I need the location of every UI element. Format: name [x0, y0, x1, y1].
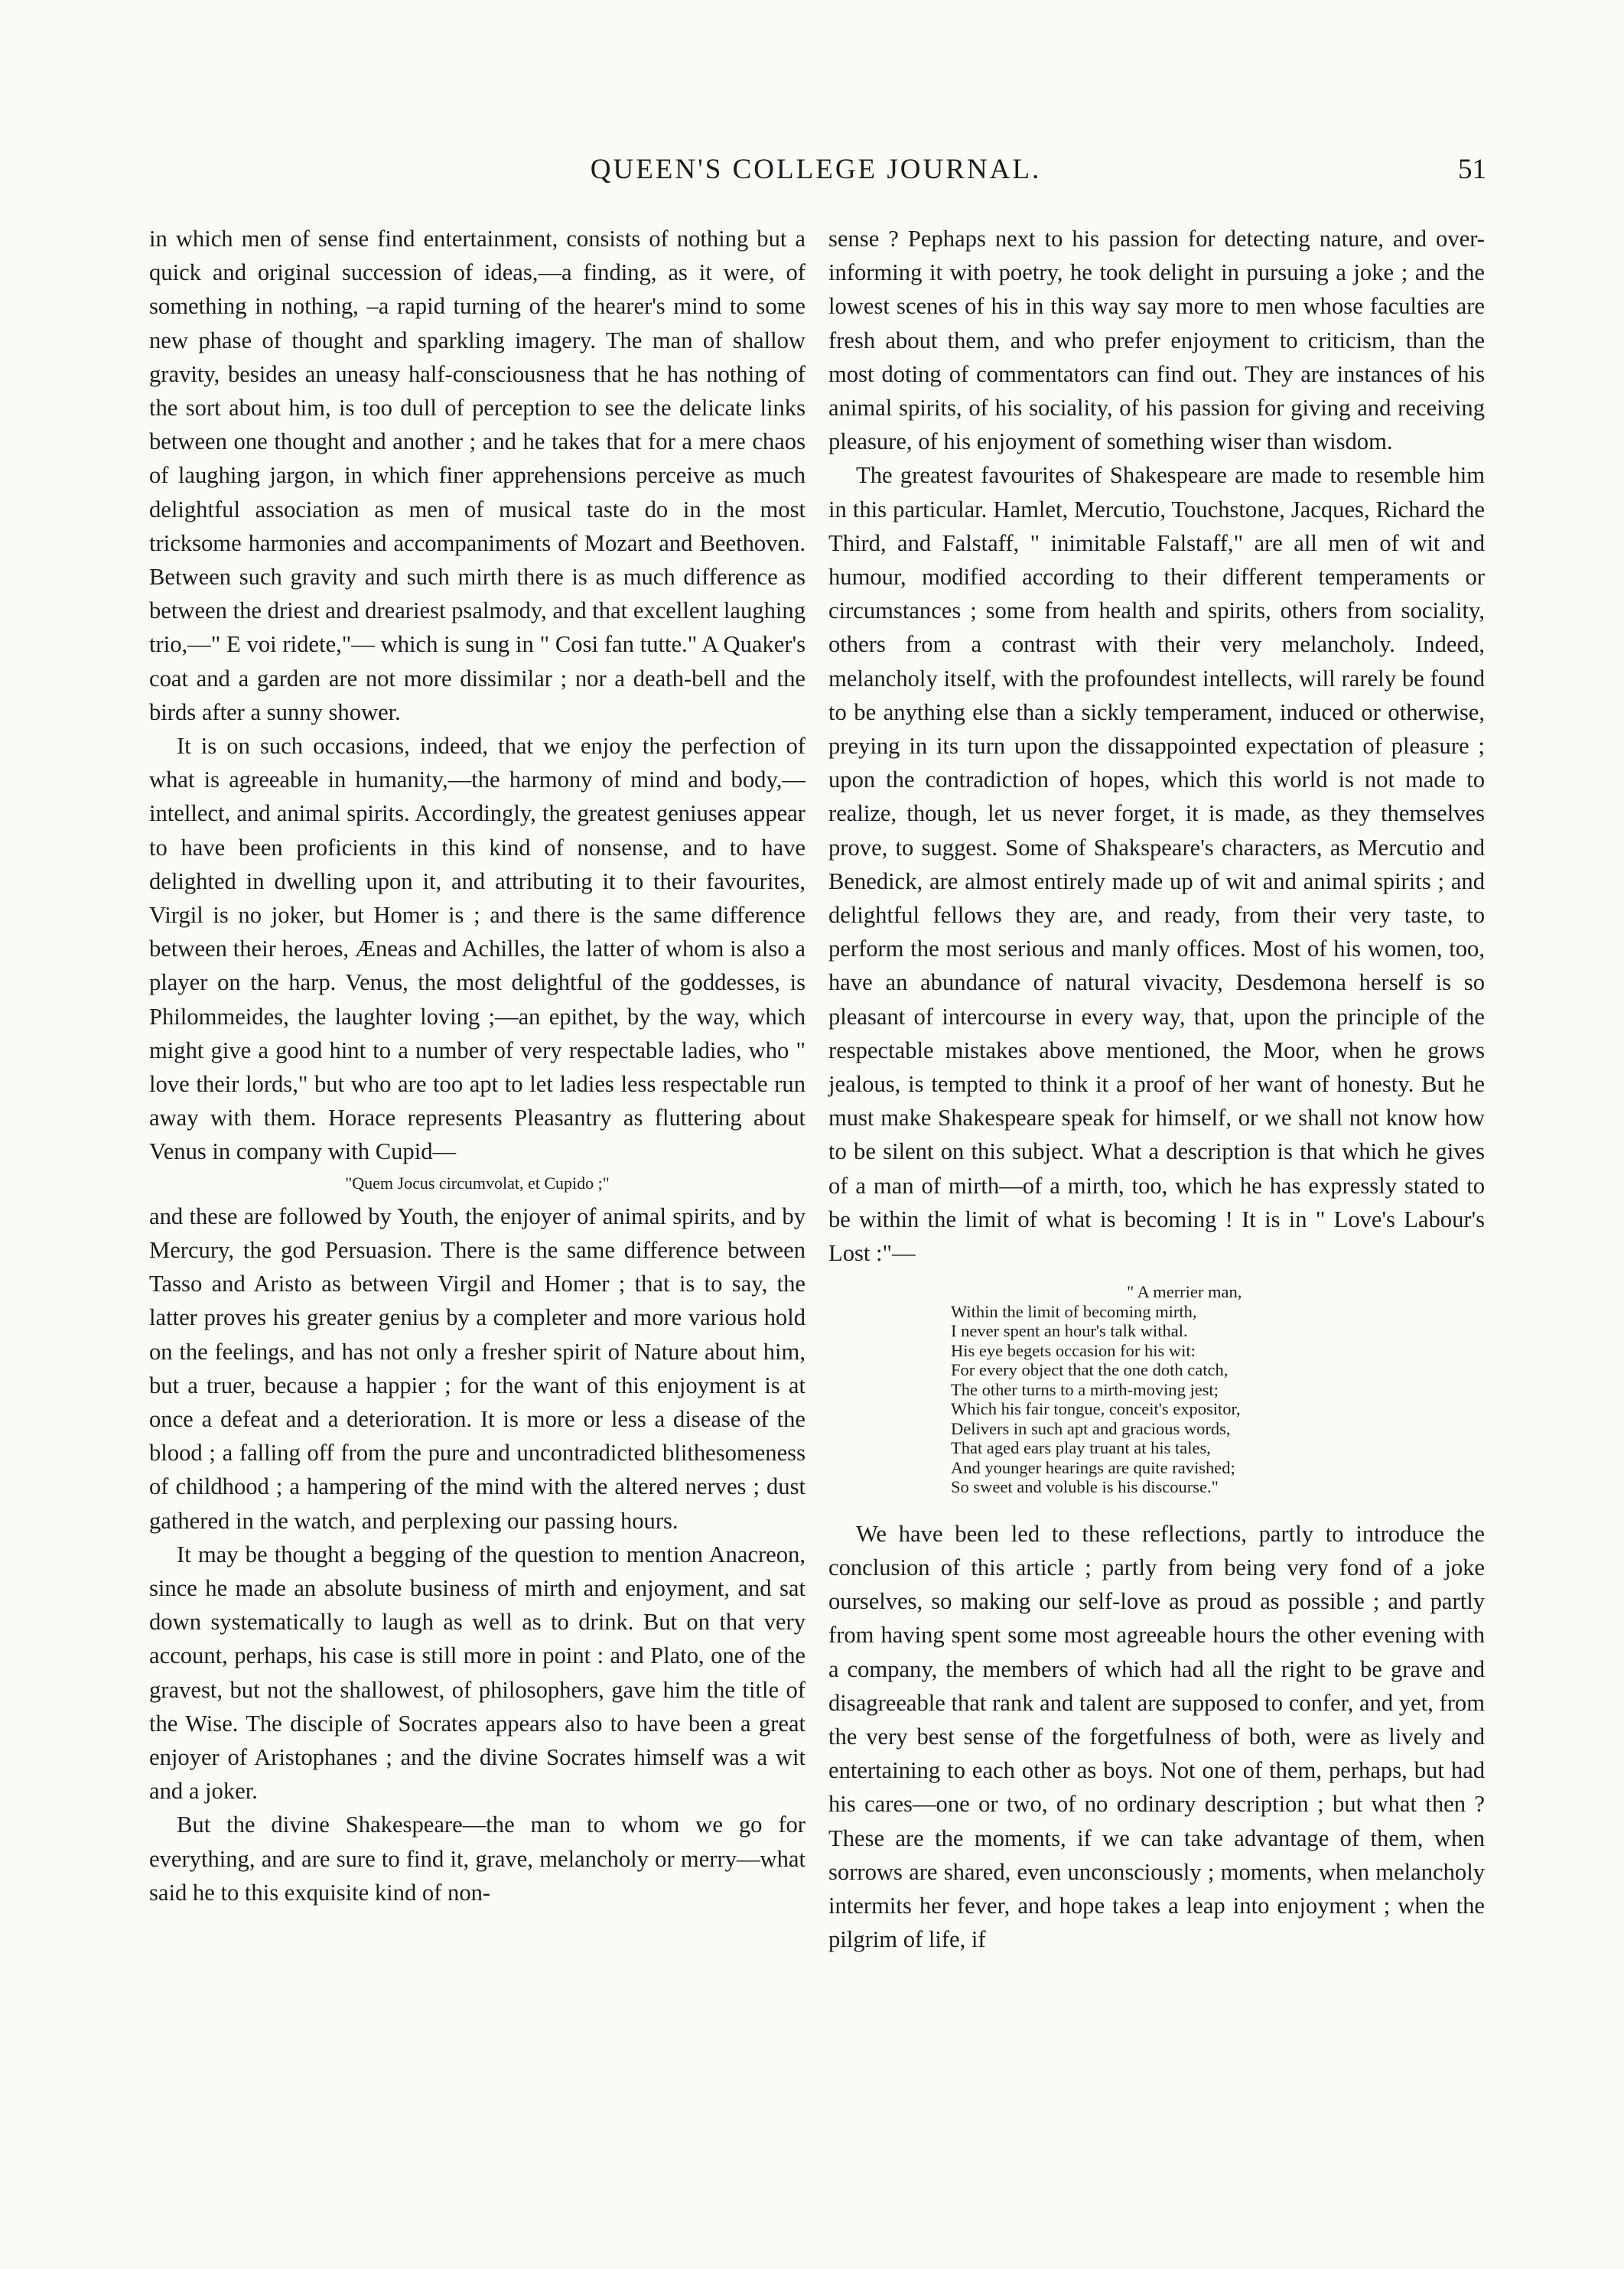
poem-line: And younger hearings are quite ravished; — [951, 1457, 1235, 1477]
page-header — [145, 153, 1486, 199]
journal-title: QUEEN'S COLLEGE JOURNAL. — [590, 154, 1042, 185]
poem-quote — [951, 1282, 1485, 1497]
paragraph: It is on such occasions, indeed, that we enjoy the perfection of what is agreeable in humanity,—the harmony of mind and body,—intellect, and animal spirits. Accordingly, the greatest geniuses appear to have been proficients in this kind of nonsense, and to have delighted in dwelling upon it, and attributing it to their favourites, Virgil is no joker, but Homer is ; and there is the same difference between their heroes, Æneas and Achilles, the latter of whom is also a player on the harp. Venus, the most delightful of the goddesses, is Philommeides, the laughter loving ;—an epithet, by the way, which might give a good hint to a number of very respectable ladies, who " love their lords," but who are too apt to let ladies less respectable run away with them. Horace represents Pleasantry as fluttering about Venus in company with Cupid— — [149, 733, 805, 1165]
paragraph: The greatest favourites of Shakespeare are made to resemble him in this particular. Hamlet, Mercutio, Touchstone, Jacques, Richard the Third, and Falstaff, " inimitable Falstaff," are all men of wit and humour, modified according to their different temperaments or circumstances ; some from health and spirits, others from sociality, others from a contrast with their very melancholy. Indeed, melancholy itself, with the profoundest intellects, will rarely be found to be anything else than a sickly temperament, induced or otherwise, preying in its turn upon the dissappointed expectation of pleasure ; upon the contradiction of hopes, which this world is not made to realize, though, let us never forget, it is made, as they themselves prove, to suggest. Some of Shakspeare's characters, as Mercutio and Benedick, are almost entirely made up of wit and animal spirits ; and delightful fellows they are, and ready, from their very taste, to perform the most serious and manly offices. Most of his women, too, have an abundance of natural vivacity, Desdemona herself is so pleasant of intercourse in every way, that, upon the principle of the respectable mistakes above mentioned, the Moor, when he grows jealous, is tempted to think it a proof of her want of honesty. But he must make Shakespeare speak for himself, or we shall not know how to be silent on this subject. What a description is that which he gives of a man of mirth—of a mirth, too, which he has expressly stated to be within the limit of what is becoming ! It is in " Love's Labour's Lost :"— — [828, 462, 1485, 1267]
poem-line: I never spent an hour's talk withal. — [951, 1321, 1188, 1341]
page-number: 51 — [1458, 154, 1486, 185]
paragraph: It may be thought a begging of the question to mention Anacreon, since he made an absolute business of mirth and enjoyment, and sat down systematically to laugh as well as to drink. But on that very account, perhaps, his case is still more in point : and Plato, one of the gravest, but not the shallowest, of philosophers, gave him the title of the Wise. The disciple of Socrates appears also to have been a great enjoyer of Aristophanes ; and the divine Socrates himself was a wit and a joker. — [149, 1541, 805, 1805]
poem-line: That aged ears play truant at his tales, — [951, 1438, 1211, 1458]
paragraph: and these are followed by Youth, the enjoyer of animal spirits, and by Mercury, the god Persuasion. There is the same difference between Tasso and Aristo as between Virgil and Homer ; that is to say, the latter proves his greater genius by a completer and more various hold on the feelings, and has not only a fresher spirit of Nature about him, but a truer, because a happier ; for the want of this enjoyment is at once a defeat and a deterioration. It is more or less a disease of the blood ; a falling off from the pure and uncontradicted blithesomeness of childhood ; a hampering of the mind with the altered nerves ; dust gathered in the watch, and perplexing our passing hours. — [149, 1203, 805, 1534]
paragraph: sense ? Pephaps next to his passion for detecting nature, and over-informing it with poetry, he took delight in pursuing a joke ; and the lowest scenes of his in this way say more to men whose faculties are fresh about them, and who prefer enjoyment to criticism, than the most doting of commentators can find out. They are instances of his animal spirits, of his sociality, of his passion for giving and receiving pleasure, of his enjoyment of something wiser than wisdom. — [828, 226, 1485, 455]
poem-line: His eye begets occasion for his wit: — [951, 1340, 1196, 1360]
paragraph: But the divine Shakespeare—the man to whom we go for everything, and are sure to find it, grave, melancholy or merry—what said he to this exquisite kind of non- — [149, 1812, 805, 1906]
left-column — [149, 222, 805, 1909]
paragraph: in which men of sense find entertainment, consists of nothing but a quick and original succession of ideas,—a finding, as it were, of something in nothing, –a rapid turning of the hearer's mind to some new phase of thought and sparkling imagery. The man of shallow gravity, besides an uneasy half-consciousness that he has nothing of the sort about him, is too dull of perception to see the delicate links between one thought and another ; and he takes that for a mere chaos of laughing jargon, in which finer apprehensions perceive as much delightful association as men of musical taste do in the most tricksome harmonies and accompaniments of Mozart and Beethoven. Between such gravity and such mirth there is as much difference as between the driest and dreariest psalmody, and that excellent laughing trio,—" E voi ridete,"— which is sung in " Cosi fan tutte." A Quaker's coat and a garden are not more dissimilar ; nor a death-bell and the birds after a sunny shower. — [149, 226, 805, 725]
poem-line: So sweet and voluble is his discourse." — [951, 1477, 1219, 1497]
poem-line: Which his fair tongue, conceit's expositor, — [951, 1399, 1241, 1419]
poem-line: Within the limit of becoming mirth, — [951, 1301, 1197, 1321]
right-column — [828, 222, 1485, 1956]
poem-line: " A merrier man, — [1127, 1282, 1242, 1302]
poem-line: Delivers in such apt and gracious words, — [951, 1418, 1231, 1438]
poem-line: The other turns to a mirth-moving jest; — [951, 1379, 1219, 1399]
poem-line: For every object that the one doth catch, — [951, 1360, 1229, 1380]
latin-quote: "Quem Jocus circumvolat, et Cupido ;" — [345, 1173, 610, 1193]
paragraph: We have been led to these reflections, partly to introduce the conclusion of this article ; partly from being very fond of a joke ourselves, so making our self-love as proud as possible ; and partly from having spent some most agreeable hours the other evening with a company, the members of which had all the right to be grave and disagreeable that rank and talent are supposed to confer, and yet, from the very best sense of the forgetfulness of both, were as lively and entertaining to each other as boys. Not one of them, perhaps, but had his cares—one or two, of no ordinary description ; but what then ? These are the moments, if we can take advantage of them, when sorrows are shared, even unconsciously ; moments, when melancholy intermits her fever, and hope takes a leap into enjoyment ; when the pilgrim of life, if — [828, 1520, 1485, 1953]
